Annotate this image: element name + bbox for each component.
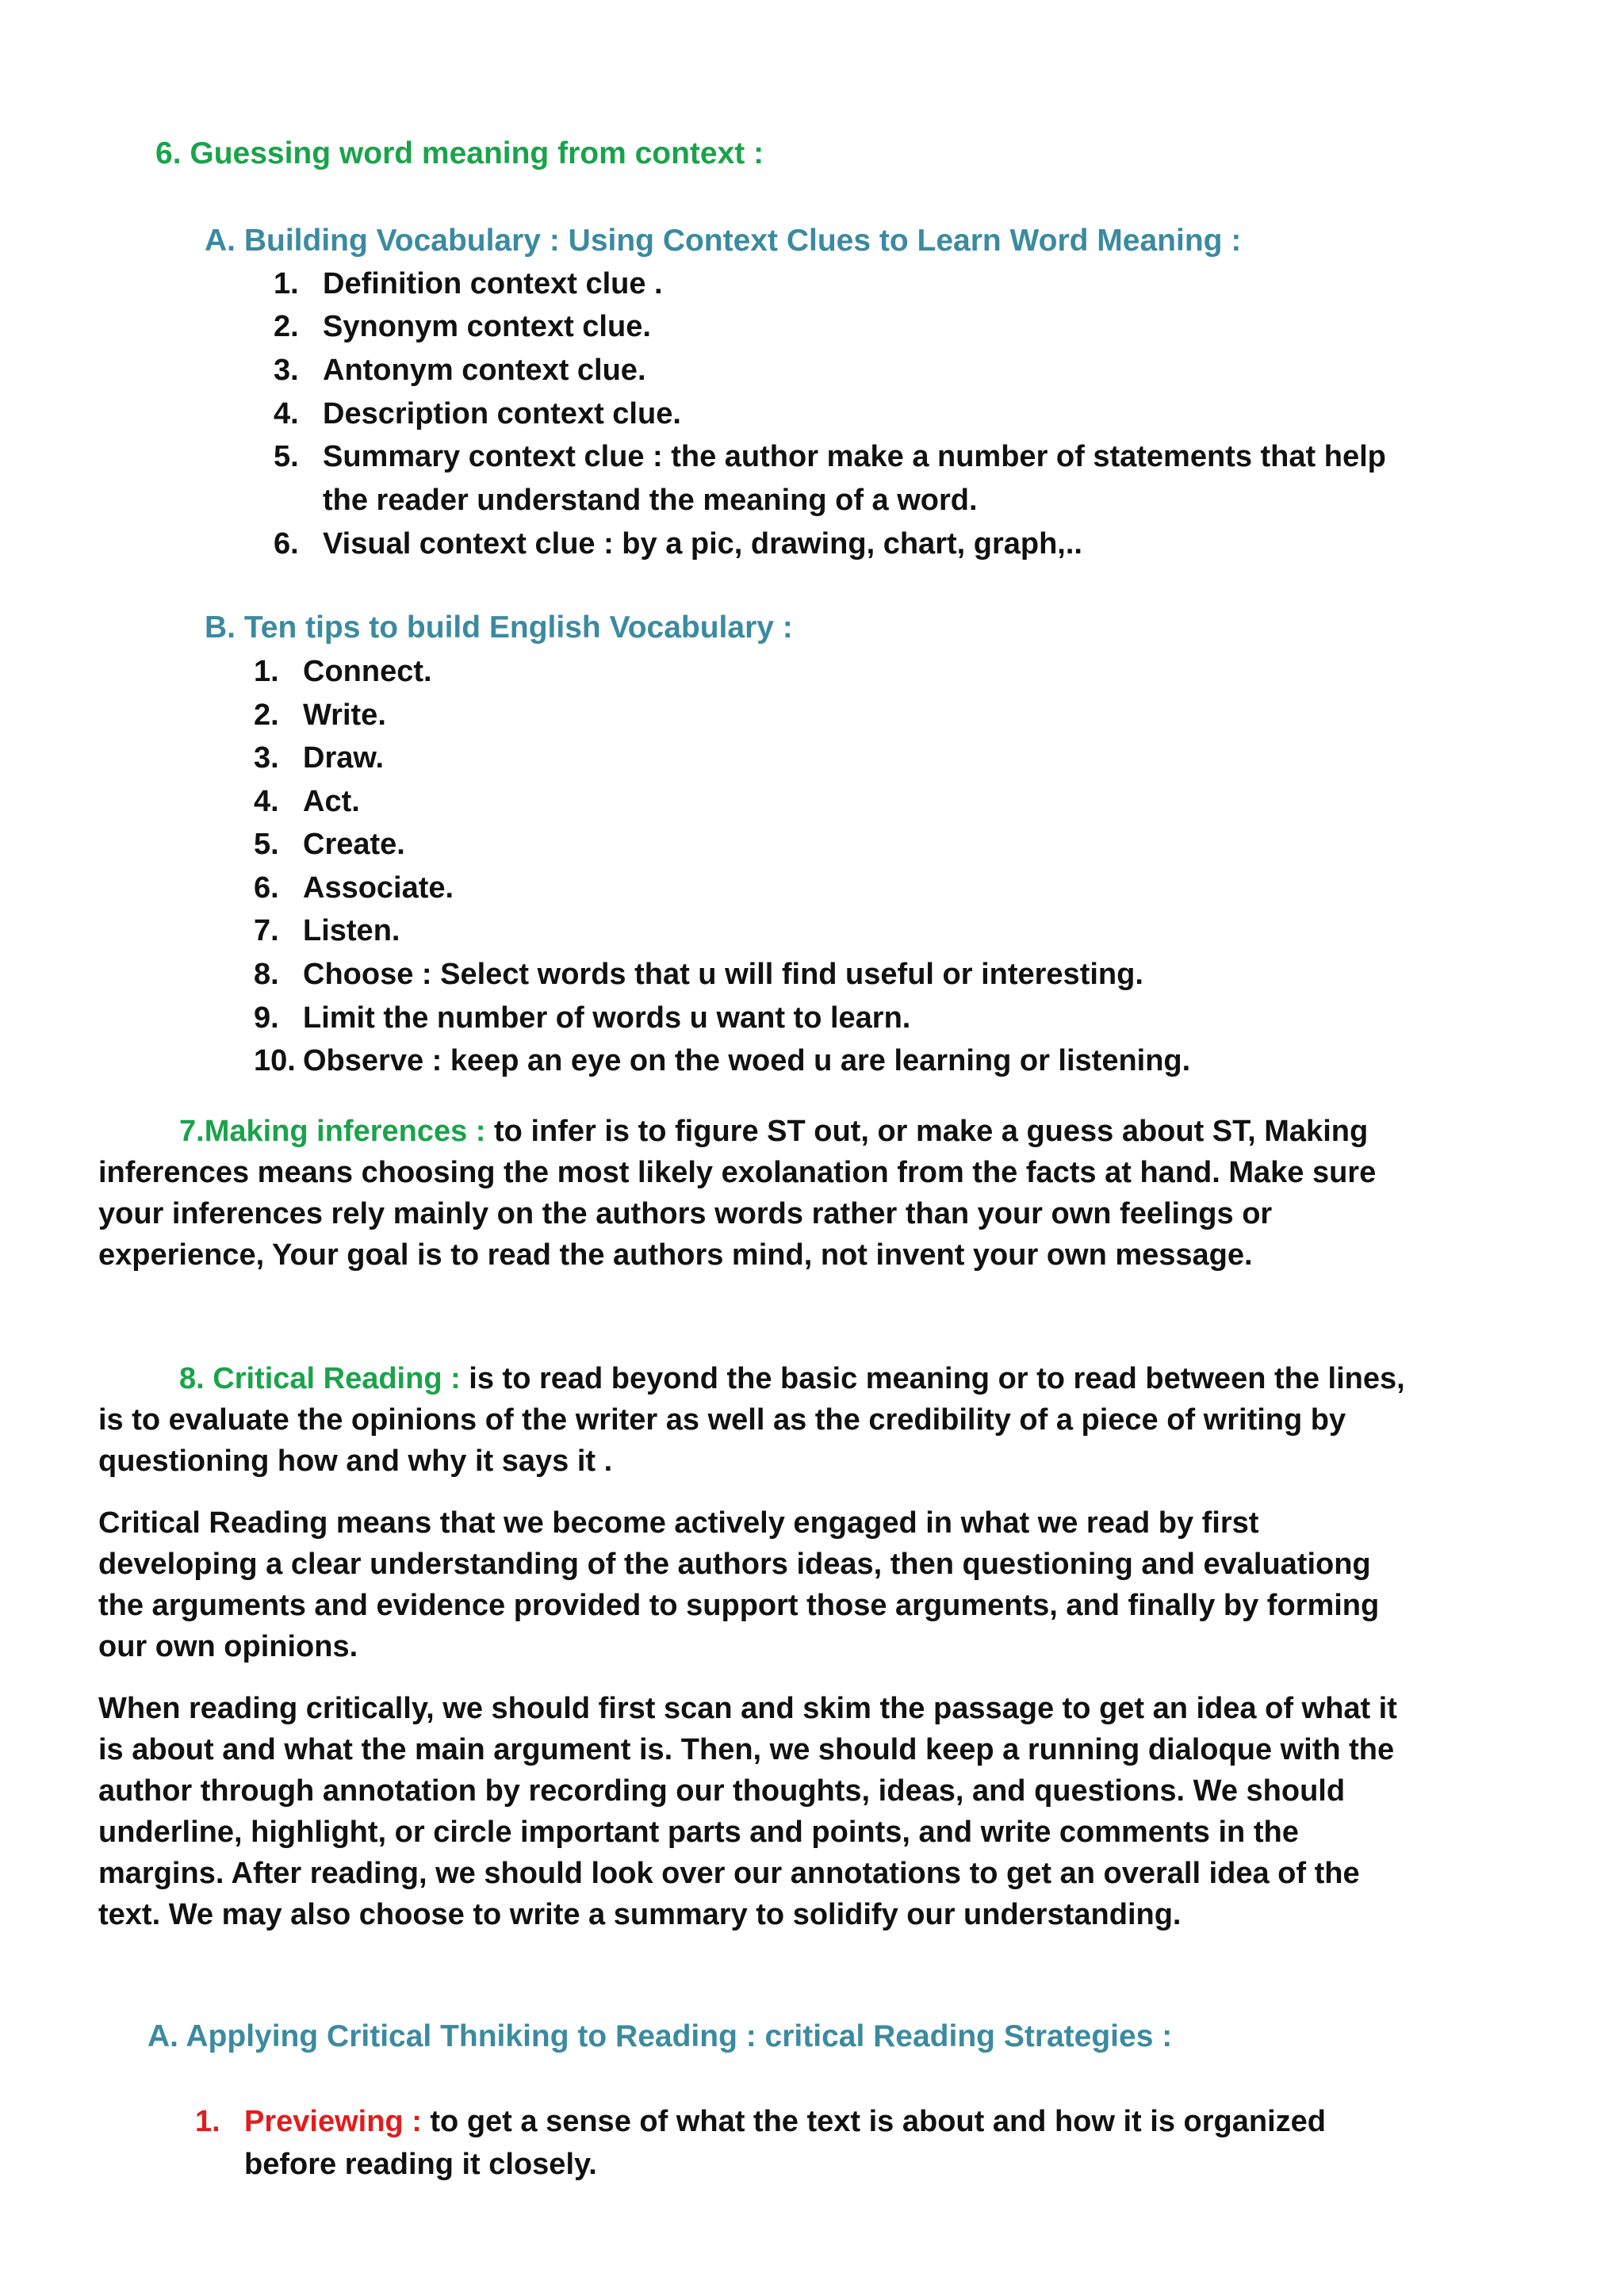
list-item: 8. Choose : Select words that u will find useful or interesting. bbox=[254, 958, 1143, 991]
section-6-heading: 6. Guessing word meaning from context : bbox=[155, 136, 764, 170]
paragraph-line: inferences means choosing the most likely exolanation from the facts at hand. Make sure bbox=[98, 1156, 1377, 1189]
paragraph-line: experience, Your goal is to read the authors mind, not invent your own message. bbox=[98, 1238, 1253, 1272]
list-item: 1. Previewing : to get a sense of what the text is about and how it is organized bbox=[195, 2105, 1326, 2138]
list-item: 1. Connect. bbox=[254, 655, 432, 688]
section-6b-heading: B. Ten tips to build English Vocabulary : bbox=[205, 610, 793, 645]
section-8a-heading: A. Applying Critical Thniking to Reading : critical Reading Strategies : bbox=[147, 2019, 1173, 2053]
section-6a-heading: A. Building Vocabulary : Using Context Clues to Learn Word Meaning : bbox=[205, 224, 1242, 258]
list-item: 9. Limit the number of words u want to learn. bbox=[254, 1001, 911, 1035]
paragraph-line: is to evaluate the opinions of the writer as well as the credibility of a piece of writing by bbox=[98, 1403, 1346, 1437]
list-item: 3. Antonym context clue. bbox=[274, 354, 646, 387]
paragraph-line: author through annotation by recording our thoughts, ideas, and questions. We should bbox=[98, 1774, 1346, 1808]
list-item: 7. Listen. bbox=[254, 914, 400, 947]
paragraph-line: underline, highlight, or circle important parts and points, and write comments in the bbox=[98, 1816, 1299, 1849]
paragraph-line: developing a clear understanding of the authors ideas, then questioning and evaluationg bbox=[98, 1548, 1371, 1581]
paragraph-line: When reading critically, we should first scan and skim the passage to get an idea of what it bbox=[98, 1692, 1397, 1725]
section-8-line: 8. Critical Reading : is to read beyond the basic meaning or to read between the lines, bbox=[179, 1362, 1405, 1395]
paragraph-line: margins. After reading, we should look over our annotations to get an overall idea of the bbox=[98, 1857, 1360, 1890]
previewing-label: Previewing : bbox=[244, 2105, 422, 2138]
list-item: 3. Draw. bbox=[254, 741, 385, 775]
list-item: 2. Write. bbox=[254, 698, 386, 732]
paragraph-line: Critical Reading means that we become actively engaged in what we read by first bbox=[98, 1506, 1259, 1540]
list-item: 2. Synonym context clue. bbox=[274, 310, 651, 343]
section-7-line: 7.Making inferences : to infer is to figure ST out, or make a guess about ST, Making bbox=[179, 1115, 1369, 1148]
list-item: 5. Summary context clue : the author make a number of statements that help bbox=[274, 440, 1386, 473]
list-item: 10. Observe : keep an eye on the woed u are learning or listening. bbox=[254, 1044, 1191, 1077]
list-item: 1. Definition context clue . bbox=[274, 267, 663, 300]
list-item-continuation: the reader understand the meaning of a word. bbox=[323, 484, 978, 517]
list-item: 4. Act. bbox=[254, 785, 360, 818]
list-item: 6. Visual context clue : by a pic, drawing, chart, graph,.. bbox=[274, 527, 1082, 561]
section-7-heading: 7.Making inferences : bbox=[179, 1115, 486, 1148]
paragraph-line: questioning how and why it says it . bbox=[98, 1445, 613, 1478]
paragraph-line: is about and what the main argument is. Then, we should keep a running dialoque with the bbox=[98, 1733, 1395, 1766]
paragraph-line: the arguments and evidence provided to support those arguments, and finally by forming bbox=[98, 1589, 1380, 1622]
paragraph-line: our own opinions. bbox=[98, 1630, 358, 1663]
section-8-heading: 8. Critical Reading : bbox=[179, 1362, 461, 1395]
paragraph-line: text. We may also choose to write a summary to solidify our understanding. bbox=[98, 1898, 1182, 1931]
list-item: 5. Create. bbox=[254, 828, 405, 861]
paragraph-line: your inferences rely mainly on the authors words rather than your own feelings or bbox=[98, 1197, 1273, 1230]
list-item: 4. Description context clue. bbox=[274, 397, 681, 430]
list-item-continuation: before reading it closely. bbox=[244, 2148, 597, 2181]
list-item: 6. Associate. bbox=[254, 871, 454, 905]
